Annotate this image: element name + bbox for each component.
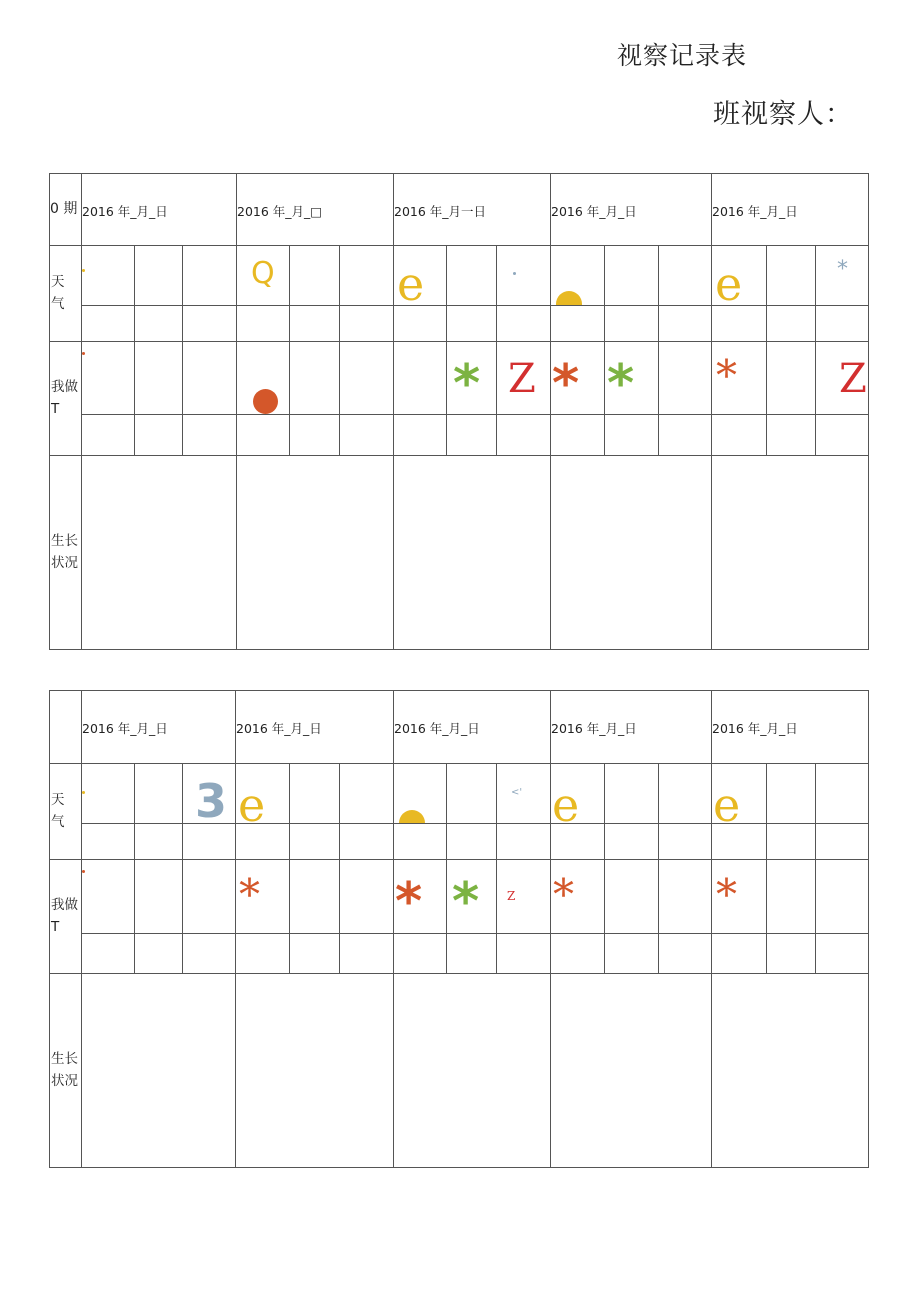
sun-icon bbox=[82, 269, 85, 272]
page-title: 视察记录表 bbox=[617, 41, 748, 70]
task-mark-star: * bbox=[716, 870, 737, 919]
task-mark-star: * bbox=[716, 351, 737, 400]
sun-icon bbox=[556, 291, 582, 305]
mark-dot bbox=[82, 352, 85, 355]
observation-table-1 bbox=[49, 173, 869, 650]
task-mark-z: Z bbox=[507, 889, 516, 903]
task-mark-star: * bbox=[395, 872, 423, 932]
weather-mark-q: Q bbox=[251, 256, 275, 291]
weather-mark-small: <' bbox=[511, 787, 523, 798]
date-cell-4: 2016 年_月_日 bbox=[551, 204, 637, 219]
date-cell-3: 2016 年_月_日 bbox=[394, 721, 480, 736]
date-cell-4: 2016 年_月_日 bbox=[551, 721, 637, 736]
task-mark-z: Z bbox=[839, 356, 867, 402]
task-row-label: 我做T bbox=[51, 379, 78, 417]
growth-row-label: 生长状况 bbox=[51, 1051, 78, 1089]
task-mark-star: * bbox=[239, 870, 260, 919]
date-row-label bbox=[50, 690, 82, 763]
date-row-label bbox=[50, 173, 82, 245]
weather-row-label: 天气 bbox=[51, 274, 65, 312]
weather-row-label: 天气 bbox=[51, 792, 65, 830]
weather-mark-e: e bbox=[397, 261, 425, 305]
date-cell-1: 2016 年_月_日 bbox=[82, 721, 168, 736]
snow-icon: * bbox=[837, 257, 848, 282]
task-mark-star: * bbox=[552, 354, 580, 414]
weather-mark-e: e bbox=[552, 782, 580, 823]
rain-dot-icon bbox=[253, 389, 278, 414]
corner-label: 0 期 bbox=[50, 201, 78, 217]
date-cell-5: 2016 年_月_日 bbox=[712, 721, 798, 736]
weather-mark-e: e bbox=[715, 261, 743, 305]
mark-dot bbox=[82, 870, 85, 873]
weather-mark-e: e bbox=[713, 782, 741, 823]
date-cell-1: 2016 年_月_日 bbox=[82, 204, 168, 219]
date-cell-2: 2016 年_月_□ bbox=[237, 204, 323, 219]
growth-row-label: 生长状况 bbox=[51, 533, 78, 571]
sun-icon bbox=[82, 791, 85, 794]
observation-table-2 bbox=[49, 690, 869, 1168]
task-mark-star: * bbox=[453, 354, 481, 414]
task-row-label: 我做T bbox=[51, 897, 78, 935]
task-mark-star: * bbox=[452, 872, 480, 932]
date-cell-5: 2016 年_月_日 bbox=[712, 204, 798, 219]
date-cell-2: 2016 年_月_日 bbox=[236, 721, 322, 736]
weather-mark-3: 3 bbox=[195, 774, 228, 828]
date-cell-3: 2016 年_月一日 bbox=[394, 204, 487, 219]
observer-label: 班视察人： bbox=[713, 99, 853, 130]
task-mark-z: Z bbox=[508, 356, 536, 402]
task-mark-star: * bbox=[553, 870, 574, 919]
task-mark-star: * bbox=[607, 354, 635, 414]
cloud-icon bbox=[513, 272, 516, 275]
sun-icon bbox=[399, 810, 425, 823]
weather-mark-e: e bbox=[238, 782, 266, 823]
